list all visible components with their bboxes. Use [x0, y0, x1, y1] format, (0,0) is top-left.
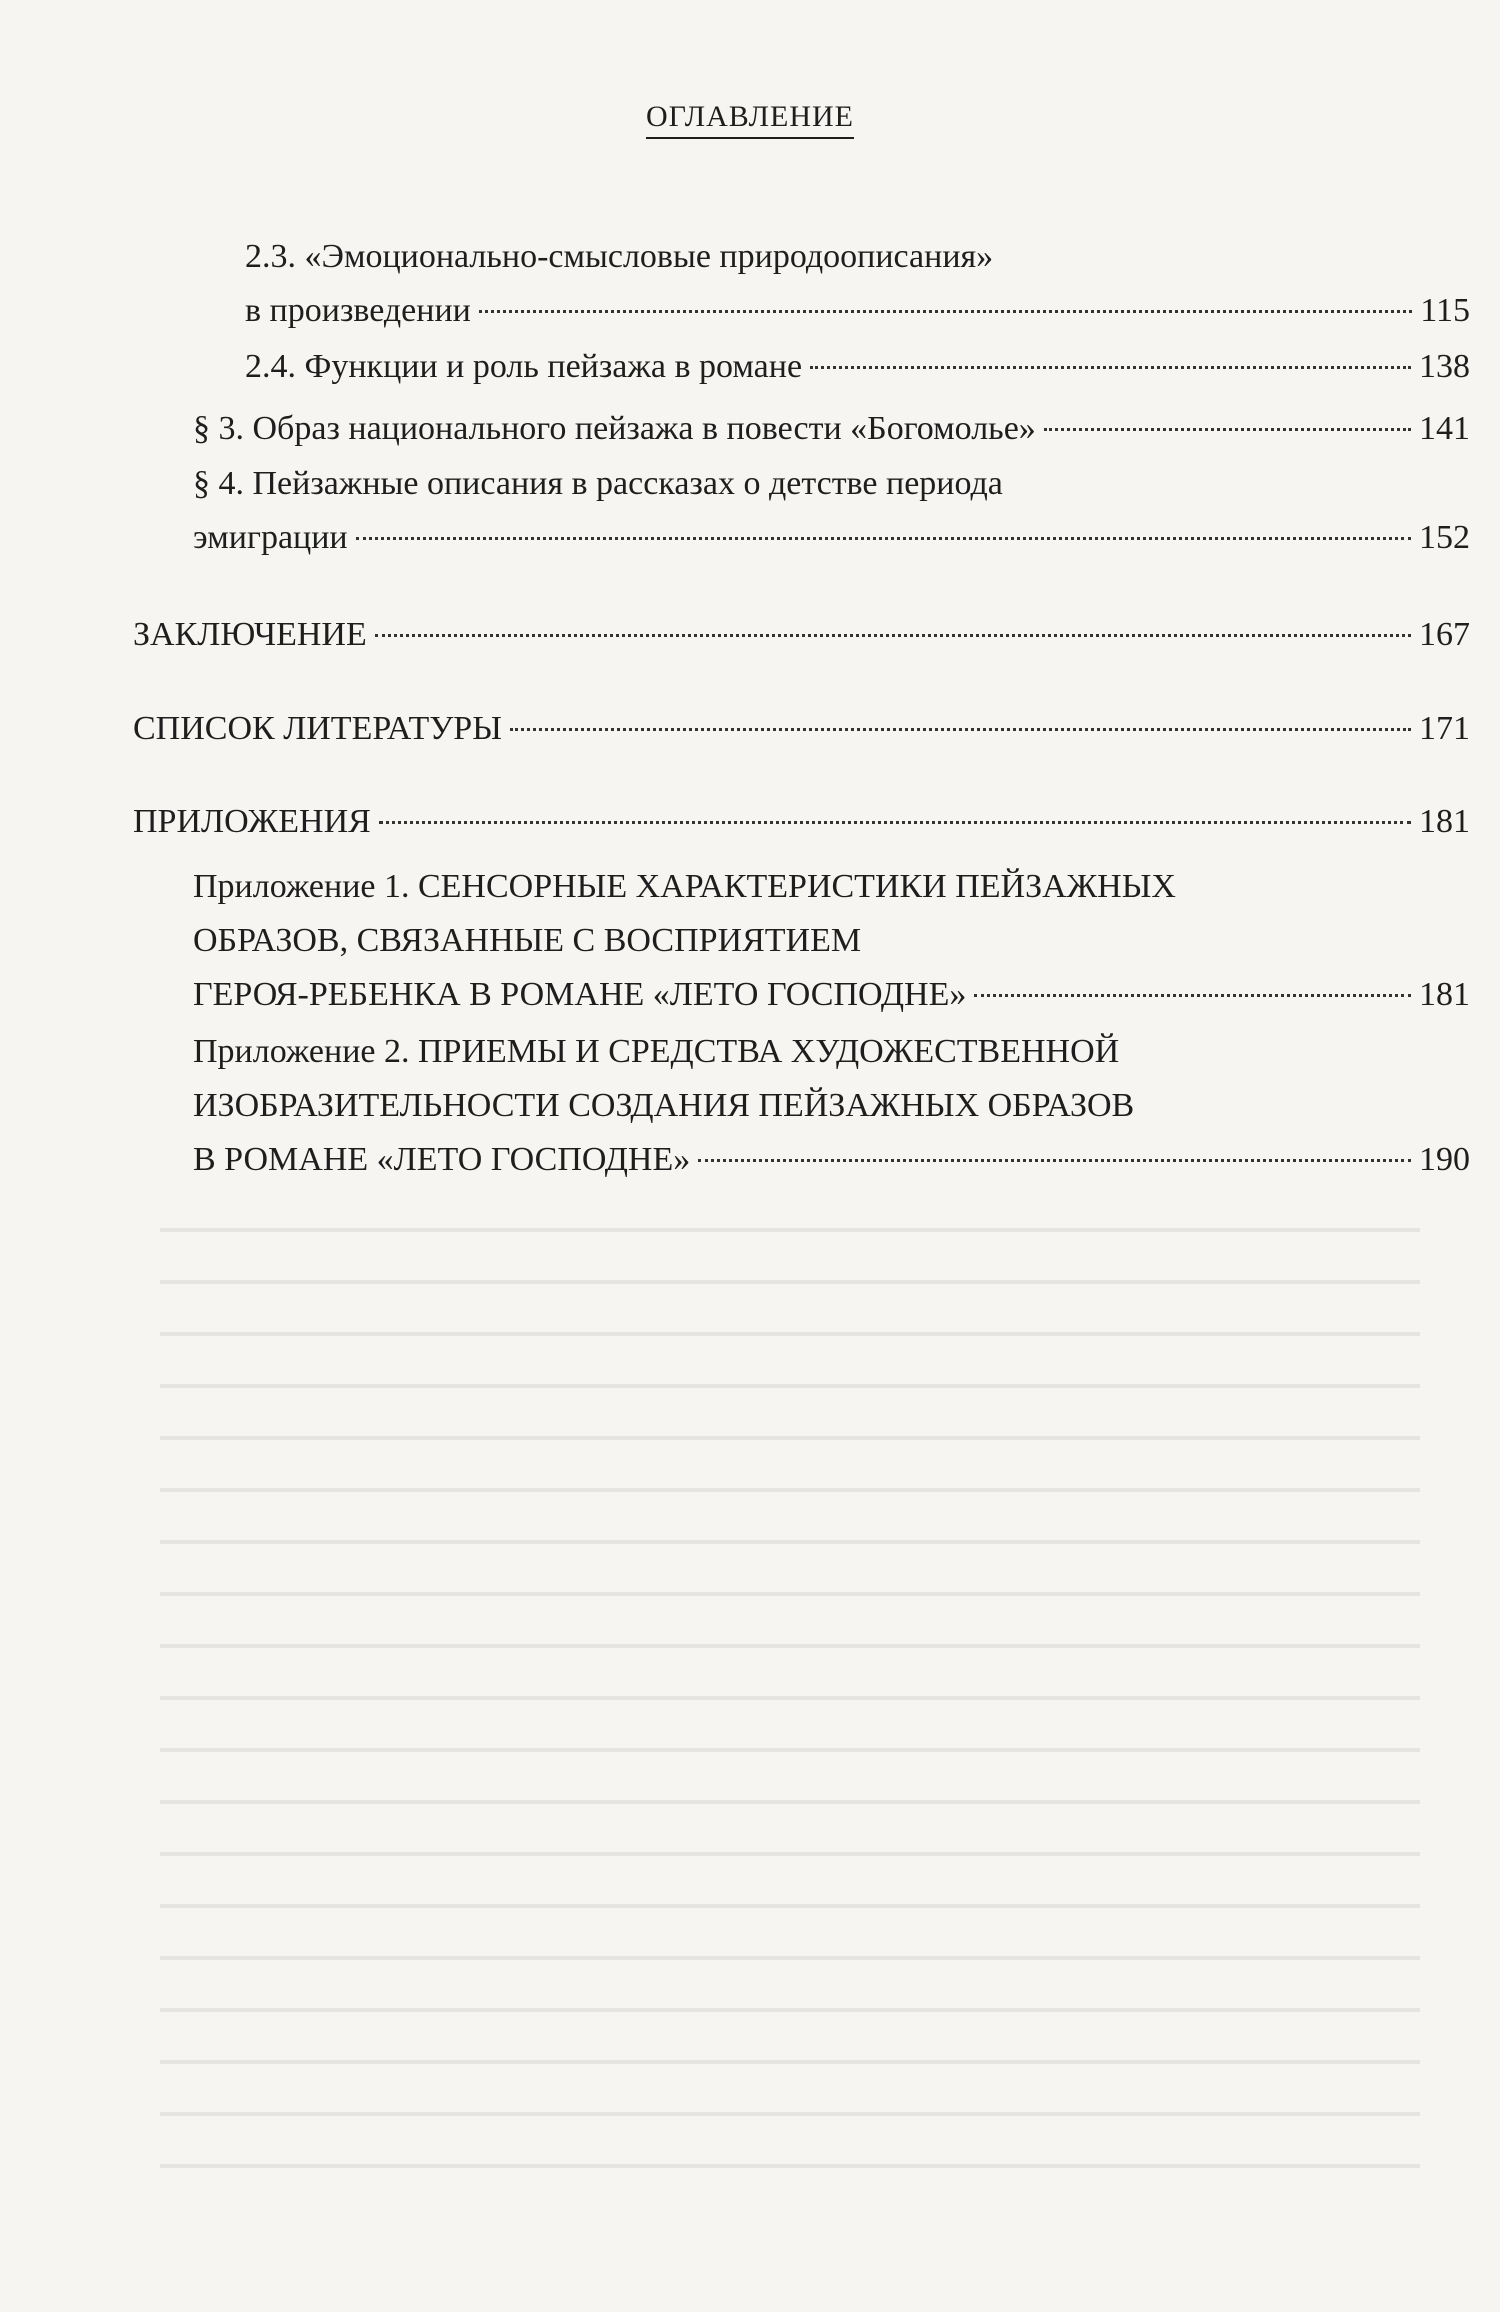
toc-page-number: 171	[1419, 710, 1470, 747]
toc-page-number: 141	[1419, 410, 1470, 447]
toc-entry-line: Приложение 1. СЕНСОРНЫЕ ХАРАКТЕРИСТИКИ ПЕЙЗАЖНЫХ	[193, 868, 1176, 905]
toc-entry[interactable]	[245, 230, 1470, 338]
show-through-background	[160, 1180, 1420, 2180]
toc-entry[interactable]	[193, 1025, 1470, 1187]
toc-entry-title: в произведении	[245, 292, 471, 329]
toc-entry-title: эмиграции	[193, 519, 348, 556]
toc-entry[interactable]	[193, 860, 1470, 1022]
toc-entry-title: В РОМАНЕ «ЛЕТО ГОСПОДНЕ»	[193, 1141, 691, 1178]
leader-dots	[379, 821, 1411, 824]
leader-dots	[810, 366, 1411, 369]
toc-entry[interactable]	[133, 795, 1470, 849]
toc-entry-line: 2.3. «Эмоционально-смысловые природоописания»	[245, 238, 994, 275]
toc-entry-title: ЗАКЛЮЧЕНИЕ	[133, 616, 367, 653]
toc-entry[interactable]	[133, 702, 1470, 756]
toc-page-number: 167	[1419, 616, 1470, 653]
toc-entry-line: ОБРАЗОВ, СВЯЗАННЫЕ С ВОСПРИЯТИЕМ	[193, 922, 862, 959]
leader-dots	[974, 994, 1411, 997]
leader-dots	[356, 537, 1411, 540]
toc-entry[interactable]	[193, 457, 1470, 565]
toc-entry-title: 2.4. Функции и роль пейзажа в романе	[245, 348, 803, 385]
toc-page-number: 115	[1420, 292, 1470, 329]
leader-dots	[375, 634, 1411, 637]
toc-entry-line: ИЗОБРАЗИТЕЛЬНОСТИ СОЗДАНИЯ ПЕЙЗАЖНЫХ ОБРАЗОВ	[193, 1087, 1135, 1124]
toc-page-number: 152	[1419, 519, 1470, 556]
toc-entry-title: ПРИЛОЖЕНИЯ	[133, 803, 371, 840]
toc-entry-title: § 3. Образ национального пейзажа в повести «Богомолье»	[193, 410, 1036, 447]
toc-entry[interactable]	[245, 340, 1470, 394]
leader-dots	[1044, 428, 1411, 431]
running-head: ОГЛАВЛЕНИЕ	[0, 100, 1500, 134]
leader-dots	[510, 728, 1411, 731]
toc-entry-line: Приложение 2. ПРИЕМЫ И СРЕДСТВА ХУДОЖЕСТВЕННОЙ	[193, 1033, 1120, 1070]
leader-dots	[479, 310, 1412, 313]
toc-page-number: 181	[1419, 803, 1470, 840]
toc-entry[interactable]	[193, 402, 1470, 456]
toc-page-number: 138	[1419, 348, 1470, 385]
toc-entry-title: СПИСОК ЛИТЕРАТУРЫ	[133, 710, 502, 747]
toc-page-number: 190	[1419, 1141, 1470, 1178]
toc-entry[interactable]	[133, 608, 1470, 662]
toc-page-number: 181	[1419, 976, 1470, 1013]
toc-entry-title: ГЕРОЯ-РЕБЕНКА В РОМАНЕ «ЛЕТО ГОСПОДНЕ»	[193, 976, 967, 1013]
leader-dots	[698, 1159, 1411, 1162]
toc-entry-line: § 4. Пейзажные описания в рассказах о детстве периода	[193, 465, 1003, 502]
